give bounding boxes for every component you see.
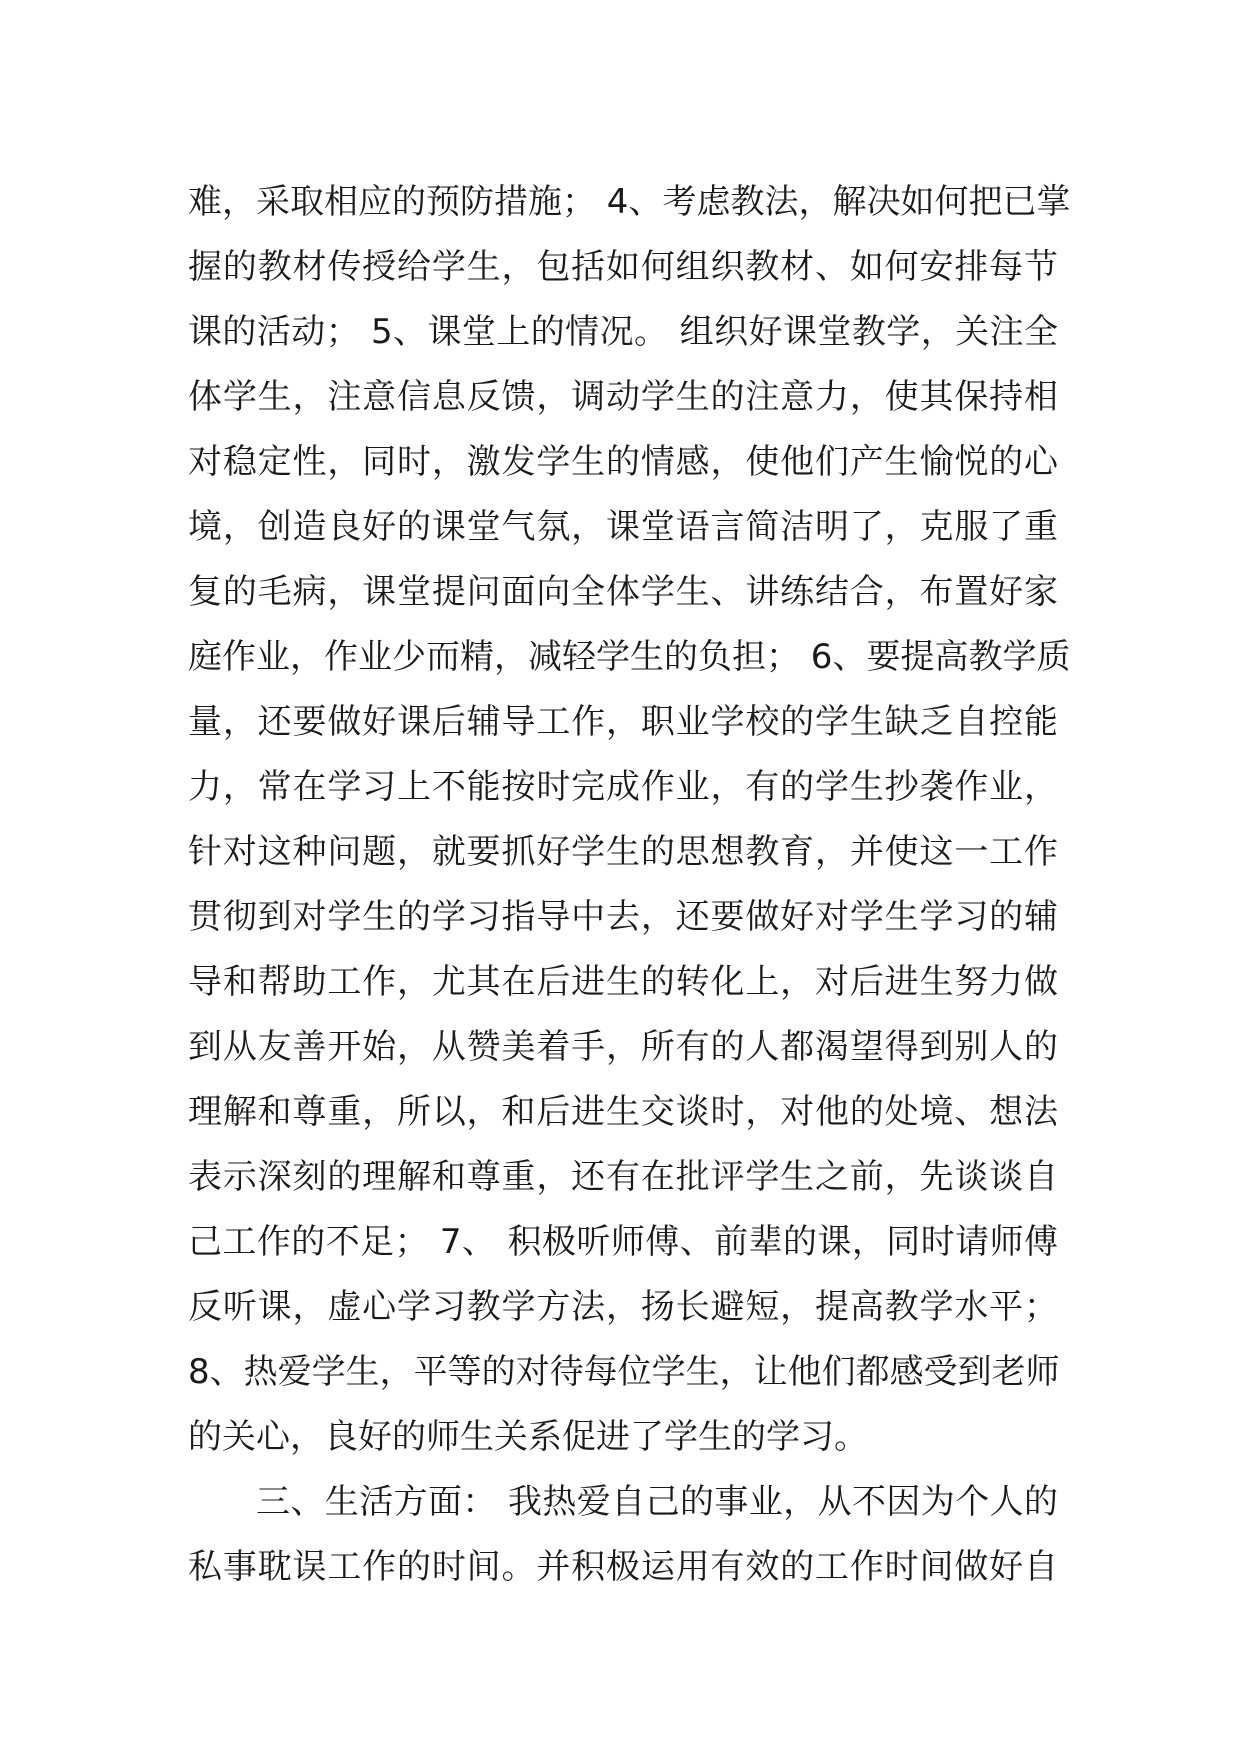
text-line: 握的教材传授给学生，包括如何组织教材、如何安排每节: [188, 247, 1058, 287]
text-line: 8、热爱学生，平等的对待每位学生，让他们都感受到老师: [188, 1352, 1060, 1392]
text-line: 力，常在学习上不能按时完成作业，有的学生抄袭作业，: [188, 767, 1058, 807]
text-line: 反听课，虚心学习教学方法，扬长避短，提高教学水平；: [188, 1287, 1058, 1327]
text-line: 庭作业，作业少而精，减轻学生的负担； 6、要提高教学质: [188, 637, 1071, 677]
text-line: 量，还要做好课后辅导工作，职业学校的学生缺乏自控能: [188, 702, 1058, 742]
body-text: [188, 170, 1071, 1600]
text-line: 表示深刻的理解和尊重，还有在批评学生之前，先谈谈自: [188, 1157, 1058, 1197]
text-line: 课的活动； 5、课堂上的情况。 组织好课堂教学，关注全: [188, 312, 1058, 352]
text-line: 私事耽误工作的时间。并积极运用有效的工作时间做好自: [188, 1547, 1058, 1587]
section-heading-line: 三、生活方面： 我热爱自己的事业，从不因为个人的: [256, 1482, 1058, 1522]
text-line: 难，采取相应的预防措施； 4、考虑教法，解决如何把已掌: [188, 182, 1071, 222]
text-line: 境，创造良好的课堂气氛，课堂语言简洁明了，克服了重: [188, 507, 1058, 547]
text-line: 体学生，注意信息反馈，调动学生的注意力，使其保持相: [188, 377, 1058, 417]
text-line: 贯彻到对学生的学习指导中去，还要做好对学生学习的辅: [188, 897, 1058, 937]
text-line: 针对这种问题，就要抓好学生的思想教育，并使这一工作: [188, 832, 1058, 872]
text-line: 对稳定性，同时，激发学生的情感，使他们产生愉悦的心: [188, 442, 1058, 482]
text-line: 己工作的不足； 7、 积极听师傅、前辈的课，同时请师傅: [188, 1222, 1058, 1262]
text-line: 理解和尊重，所以，和后进生交谈时，对他的处境、想法: [188, 1092, 1058, 1132]
text-line: 到从友善开始，从赞美着手，所有的人都渴望得到别人的: [188, 1027, 1058, 1067]
text-line: 复的毛病，课堂提问面向全体学生、讲练结合，布置好家: [188, 572, 1058, 612]
text-line: 导和帮助工作，尤其在后进生的转化上，对后进生努力做: [188, 962, 1058, 1002]
text-line: 的关心，良好的师生关系促进了学生的学习。: [188, 1417, 868, 1457]
